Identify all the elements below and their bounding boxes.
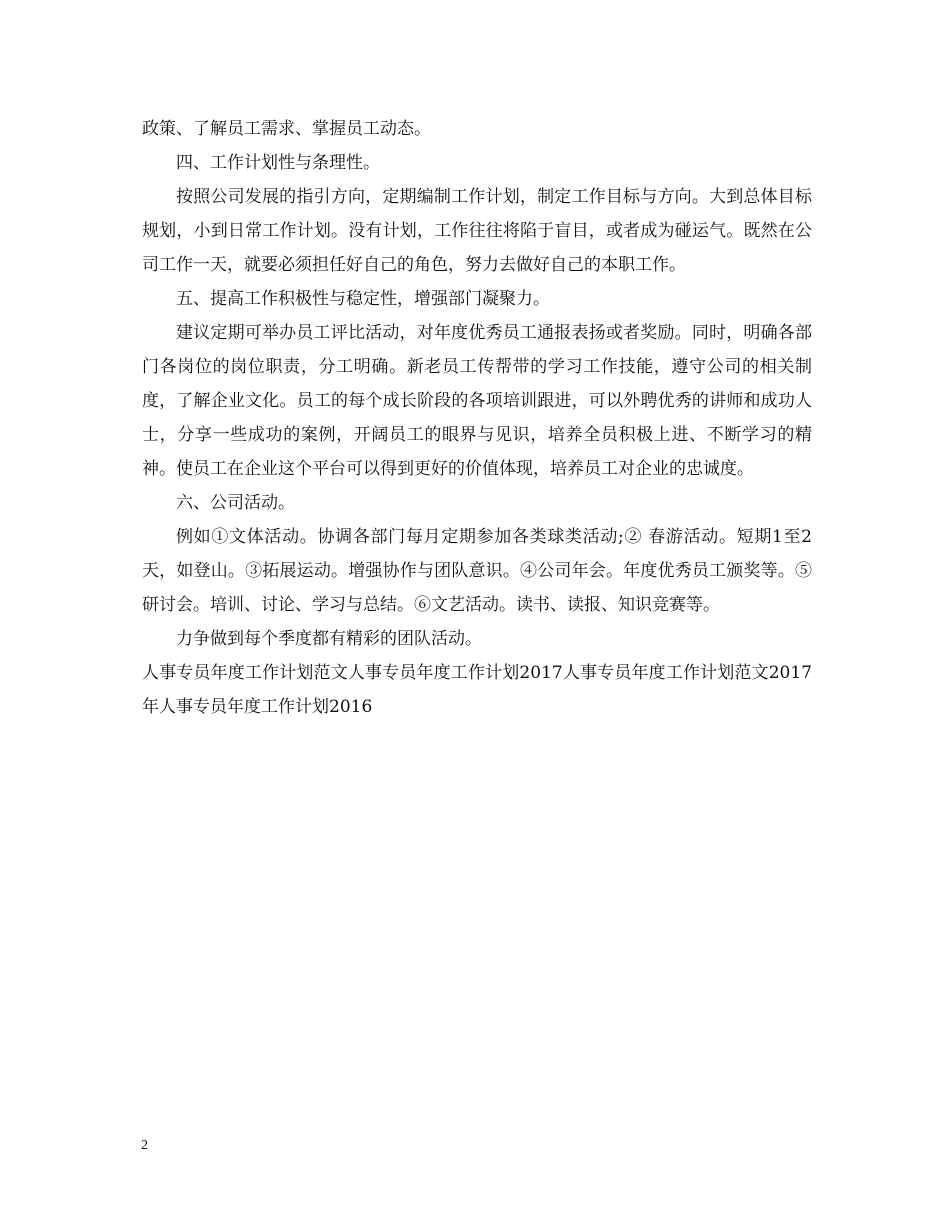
section-heading-six: 六、公司活动。 [176,493,295,513]
related-titles: 人事专员年度工作计划范文人事专员年度工作计划2017人事专员年度工作计划范文2017年人事专员年度工作计划2016 [142,663,812,717]
paragraph: 按照公司发展的指引方向，定期编制工作计划，制定工作目标与方向。大到总体目标 规划，小到日常工作计划。没有计划，工作往往将陷于盲目，或者成为碰运气。既然在公司工作一天，就要必须担任好自己的角色，努力去做好自己的本职工作。 [142,187,812,275]
section-heading-five: 五、提高工作积极性与稳定性，增强部门凝聚力。 [176,289,550,309]
paragraph: 建议定期可举办员工评比活动，对年度优秀员工通报表扬或者奖励。同时，明确各部门各岗位的岗位职责，分工明确。新老员工传帮带的学习工作技能，遵守公司的相关制度，了解企业文化。员工的每个成长阶段的各项培训跟进，可以外聘优秀的讲师和成功人士，分享一些成功的案例，开阔员工的眼界与见识，培养全员积极上进、不断学习的精神。使员工在企业这个平台可以得到更好的价值体现，培养员工对企业的忠诚度。 [142,323,812,479]
document-body [142,112,812,724]
paragraph: 例如①文体活动。协调各部门每月定期参加各类球类活动;② 春游活动。短期1至2天，如登山。③拓展运动。增强协作与团队意识。④公司年会。年度优秀员工颁奖等。⑤研讨会。培训、讨论、学习与总结。⑥文艺活动。读书、读报、知识竞赛等。 [142,527,812,615]
page-number: 2 [141,1138,148,1153]
paragraph: 力争做到每个季度都有精彩的团队活动。 [176,629,482,649]
section-heading-four: 四、工作计划性与条理性。 [176,153,380,173]
paragraph: 政策、了解员工需求、掌握员工动态。 [142,119,431,139]
